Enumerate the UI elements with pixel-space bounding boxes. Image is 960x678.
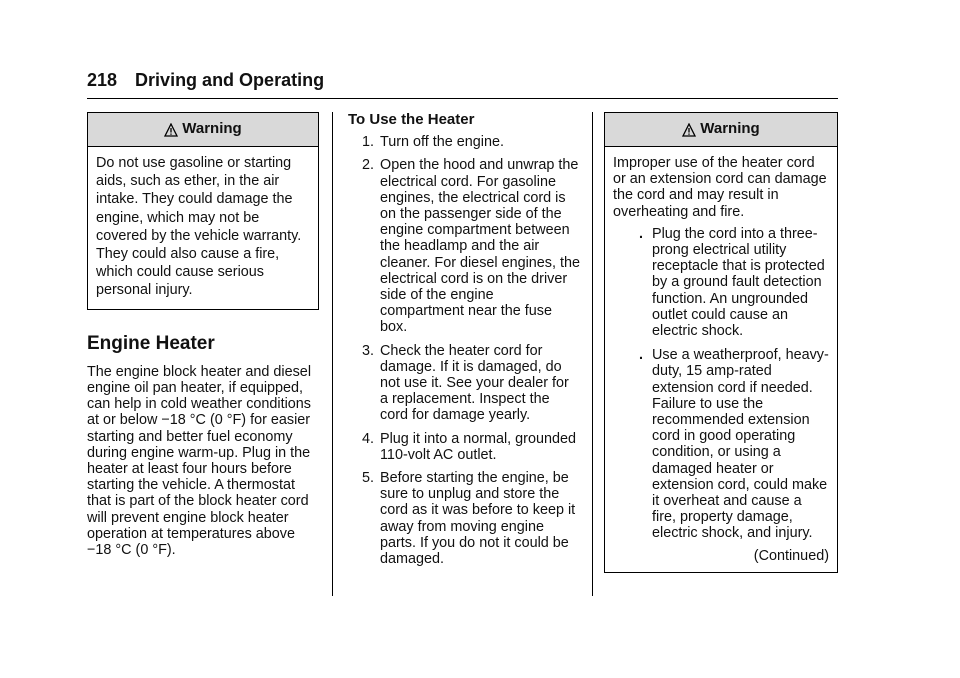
warning-triangle-icon [682, 123, 696, 137]
step-text: Check the heater cord for damage. If it is damaged, do not use it. See your dealer for a replacement. Inspect the cord for damage yearly. [380, 342, 569, 424]
page-header [87, 70, 324, 91]
use-heater-steps [348, 134, 580, 567]
warning-intro: Improper use of the heater cord or an extension cord can damage the cord and may result in overheating and fire. [613, 155, 827, 220]
list-item [348, 343, 580, 424]
warning-header-right [605, 113, 837, 147]
bullet-text: Use a weatherproof, heavy-duty, 15 amp-rated extension cord if needed. Failure to use the recommended extension cord in good operating condition, or using a damaged heater or extension cord, could make it overheat and cause a fire, property damage, electric shock, and injury. [652, 347, 829, 542]
section-title-header: Driving and Operating [135, 70, 325, 90]
column-divider-right [592, 112, 593, 596]
continued-label: (Continued) [753, 547, 829, 564]
step-text: Plug it into a normal, grounded 110-volt AC outlet. [380, 430, 576, 463]
use-heater-title: To Use the Heater [348, 111, 475, 128]
warning-bullets [613, 226, 829, 542]
list-item [613, 347, 829, 541]
warning-title-left: Warning [182, 120, 242, 138]
step-text: Turn off the engine. [380, 134, 505, 151]
warning-triangle-icon [164, 123, 178, 137]
column-2 [348, 112, 580, 574]
warning-line: which could cause serious [96, 264, 264, 281]
list-item [613, 226, 829, 339]
step-text: Open the hood and unwrap the electrical cord. For gasoline engines, the electrical cord is on the passenger side of the engine compartment between the headlamp and the air cleaner. For diesel engines, the electrical cord is on the driver side of the engine compartment near the fuse box. [380, 157, 580, 336]
list-item [348, 134, 580, 150]
page-number: 218 [87, 70, 118, 90]
column-divider-left [332, 112, 333, 596]
step-text: Before starting the engine, be sure to unplug and store the cord as it was before to keep it away from moving engine parts. If you do not it could be damaged. [380, 470, 576, 568]
warning-line: Do not use gasoline or starting [96, 155, 292, 171]
warning-body-left [88, 147, 318, 309]
step-number: 1. [361, 134, 374, 151]
column-1 [87, 112, 319, 558]
warning-line: They could also cause a fire, [96, 246, 280, 263]
engine-heater-paragraph: The engine block heater and diesel engine oil pan heater, if equipped, can help in cold weather conditions at or below −18 °C (0 °F) for easier starting and better fuel economy during engine warm-up. Plug in the heater at least four hours before starting the vehicle. A thermostat that is part of the block heater cord will prevent engine block heater operation at temperatures above −18 °C (0 °F). [87, 363, 312, 559]
warning-line: engine, which may not be [96, 209, 260, 226]
step-number: 3. [361, 342, 374, 359]
list-item [348, 157, 580, 335]
warning-box-right [604, 112, 838, 573]
engine-heater-title: Engine Heater [87, 332, 215, 354]
step-number: 5. [361, 470, 374, 487]
warning-title-right: Warning [700, 120, 760, 138]
header-rule [87, 98, 838, 99]
bullet-text: Plug the cord into a three-prong electrical utility receptacle that is protected by a ground fault detection function. An ungrounded outlet could cause an electric shock. [652, 225, 825, 340]
warning-line: covered by the vehicle warranty. [96, 227, 302, 244]
warning-line: intake. They could damage the [96, 191, 293, 208]
bullet-marker: . [639, 225, 643, 242]
list-item [348, 431, 580, 463]
warning-box-left [87, 112, 319, 310]
step-number: 2. [361, 157, 374, 174]
warning-line: aids, such as ether, in the air [96, 173, 280, 190]
warning-line: personal injury. [96, 282, 193, 299]
list-item [348, 470, 580, 567]
warning-header-left [88, 113, 318, 147]
warning-body-right [605, 147, 837, 572]
column-3 [604, 112, 838, 573]
step-number: 4. [361, 430, 374, 447]
bullet-marker: . [639, 347, 643, 364]
